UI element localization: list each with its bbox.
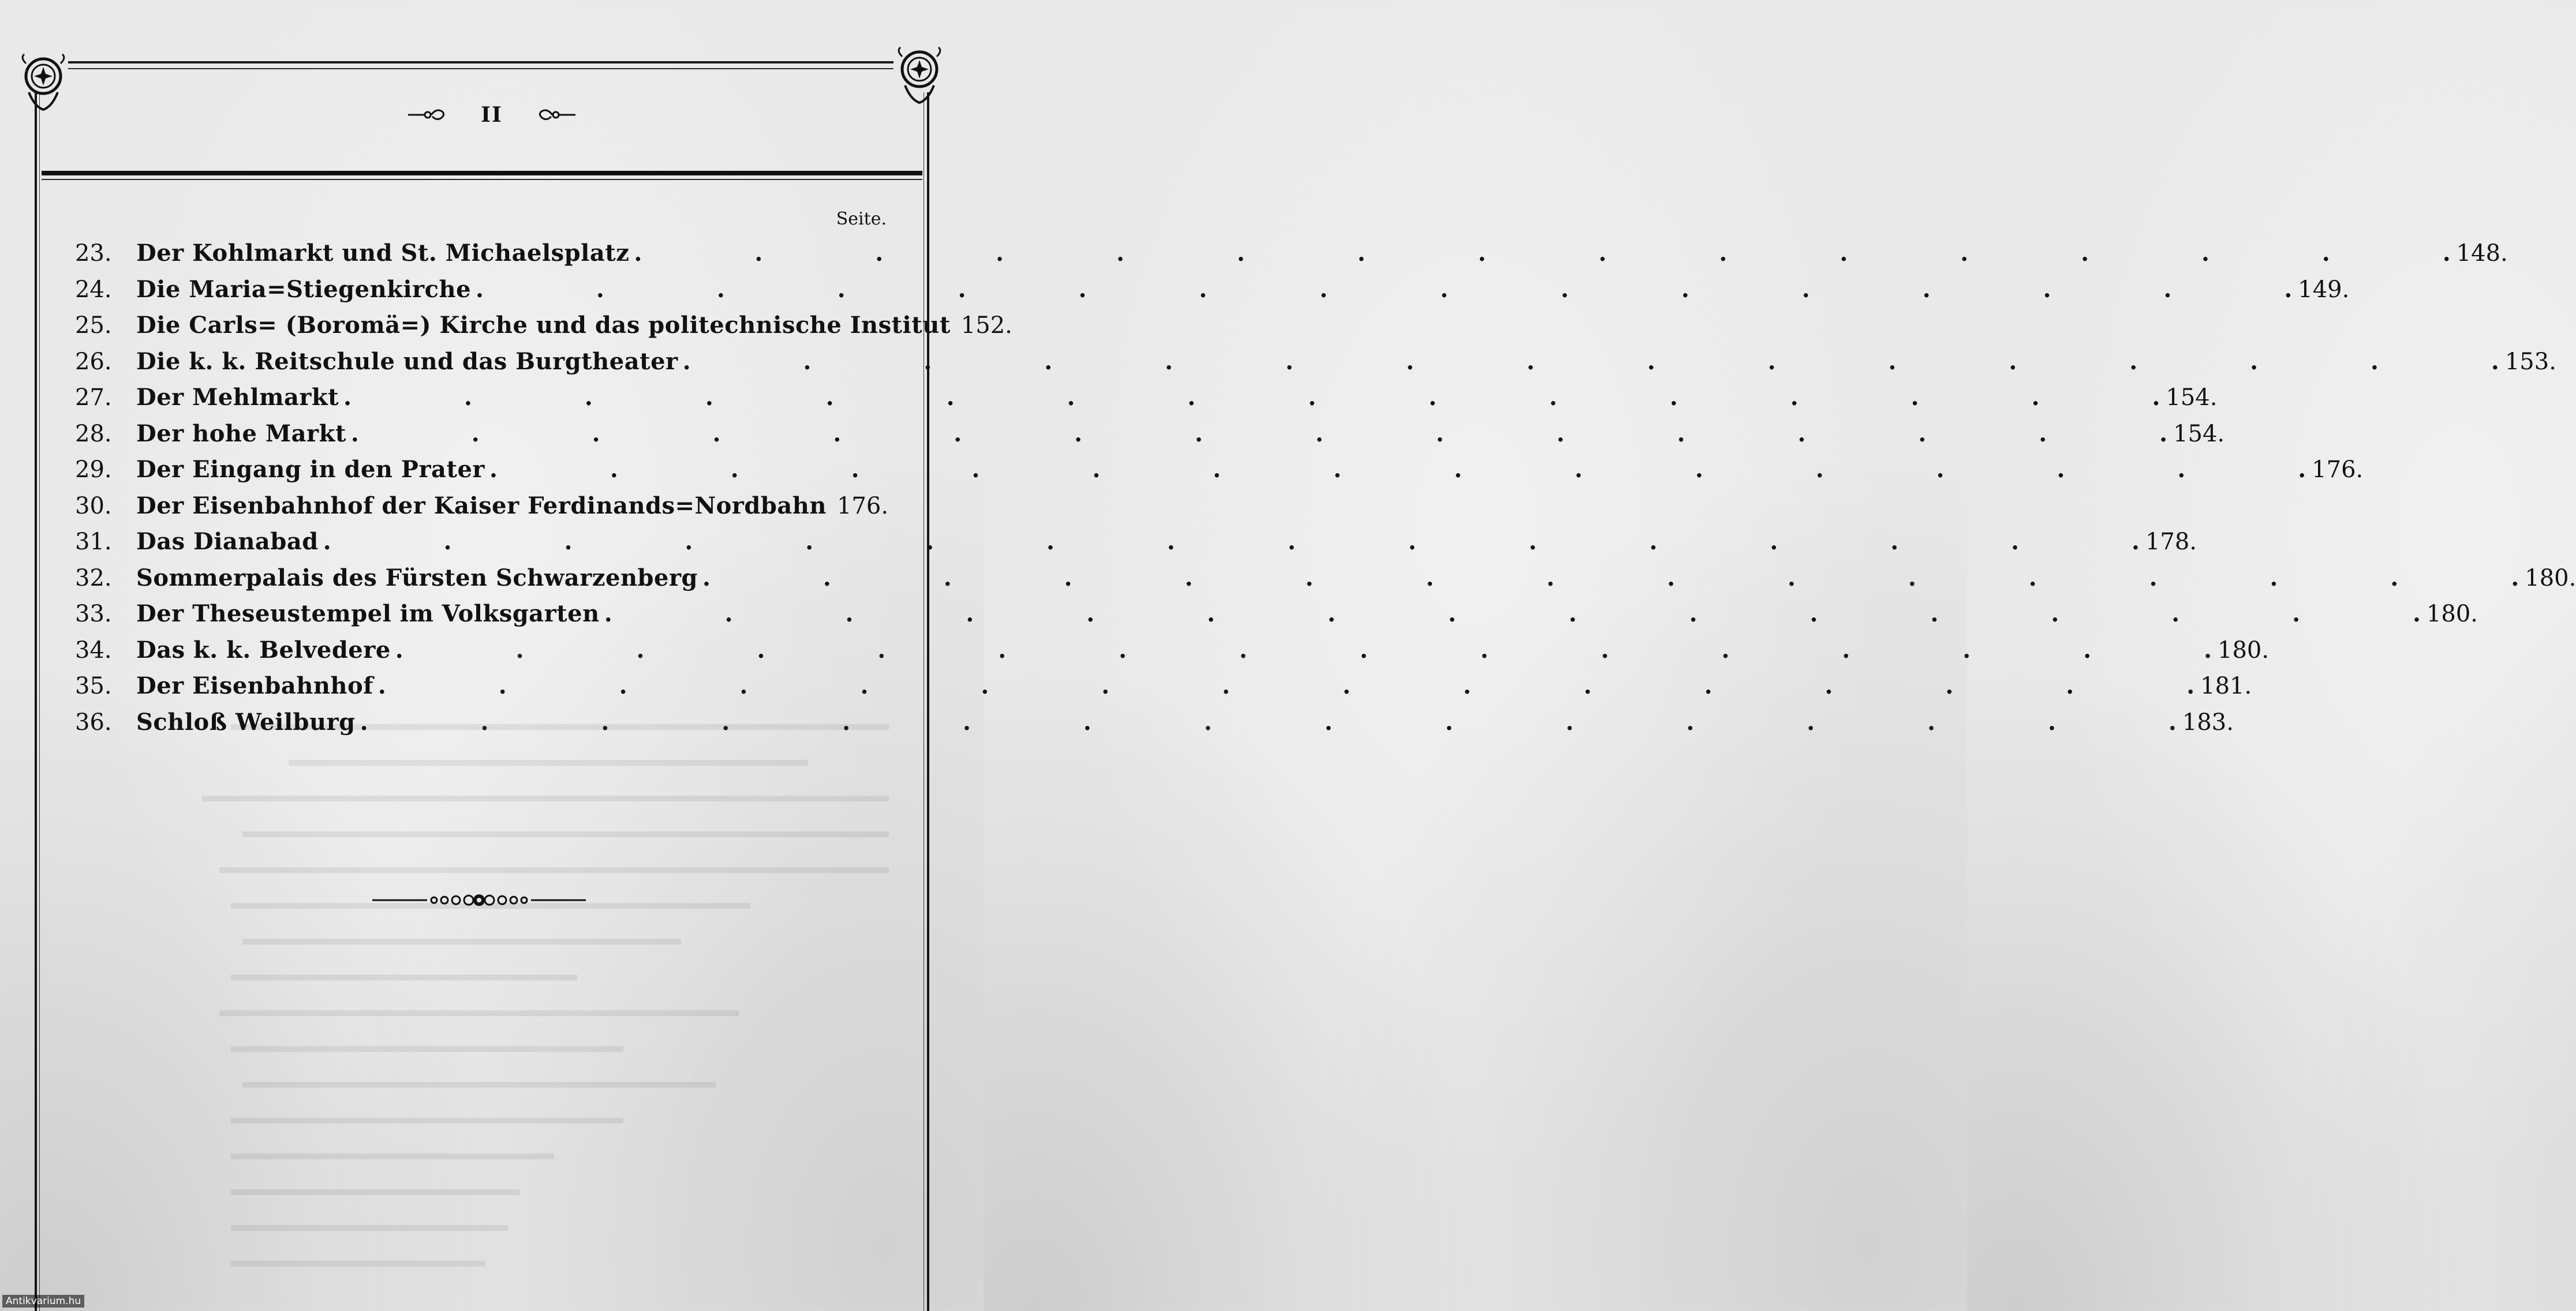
entry-page: 180. — [2218, 636, 2270, 664]
entry-page: 178. — [2145, 529, 2197, 555]
entry-page: 181. — [2200, 673, 2252, 699]
page-number: II — [481, 103, 503, 127]
dot-leader — [378, 668, 2194, 704]
end-ornament-icon — [369, 889, 589, 912]
entry-page: 176. — [2312, 456, 2364, 483]
toc-entry — [75, 272, 2350, 308]
frame-top-rule-thin — [68, 68, 893, 69]
entry-number: 26. — [75, 348, 112, 375]
entry-page: 176. — [837, 492, 889, 519]
entry-title: Der Theseustempel im Volksgarten — [136, 600, 600, 627]
dot-leader — [683, 344, 2499, 380]
watermark: Antikvarium.hu — [2, 1295, 84, 1308]
entry-page: 154. — [2166, 384, 2218, 411]
entry-title: Der Eisenbahnhof der Kaiser Ferdinands=Nordbahn — [136, 492, 827, 519]
dot-leader — [343, 380, 2160, 415]
toc-entry — [75, 596, 2478, 632]
entry-number: 25. — [75, 312, 112, 339]
entry-number: 32. — [75, 564, 112, 591]
toc-entry — [75, 560, 2576, 597]
dot-leader — [604, 596, 2421, 632]
dot-leader — [323, 524, 2140, 560]
toc-entry — [75, 632, 2270, 669]
dot-leader — [489, 452, 2306, 488]
table-of-contents — [75, 235, 2576, 740]
entry-page: 180. — [2525, 564, 2576, 591]
toc-entry — [75, 488, 887, 525]
entry-title: Der Eingang in den Prater — [136, 456, 485, 483]
entry-page: 148. — [2456, 240, 2508, 267]
entry-title: Sommerpalais des Fürsten Schwarzenberg — [136, 564, 698, 591]
entry-number: 28. — [75, 420, 112, 447]
entry-page: 149. — [2298, 276, 2350, 303]
entry-number: 23. — [75, 240, 112, 267]
bleed-through-texture — [127, 710, 924, 1310]
toc-entry — [75, 705, 2234, 741]
entry-page: 152. — [960, 312, 1012, 339]
entry-number: 33. — [75, 601, 112, 627]
entry-number: 27. — [75, 384, 112, 411]
frame-left-rule — [35, 92, 37, 1311]
entry-title: Der Kohlmarkt und St. Michaelsplatz — [136, 239, 630, 267]
dot-leader — [351, 416, 2167, 452]
entry-title: Der Eisenbahnhof — [136, 672, 373, 699]
page-column-header: Seite. — [836, 209, 887, 229]
entry-title: Die Carls= (Boromä=) Kirche und das politechnische Institut — [136, 312, 951, 339]
entry-number: 34. — [75, 636, 112, 664]
entry-title: Die Maria=Stiegenkirche — [136, 275, 472, 303]
page-header — [0, 101, 984, 127]
toc-entry — [75, 416, 2225, 452]
entry-number: 31. — [75, 529, 112, 555]
dot-leader — [476, 272, 2292, 308]
toc-entry — [75, 452, 2364, 488]
entry-title: Das Dianabad — [136, 528, 319, 555]
flourish-left-icon — [407, 106, 448, 123]
entry-title: Die k. k. Reitschule und das Burgtheater — [136, 347, 678, 375]
rosette-ornament-icon — [893, 45, 945, 108]
header-rule-thin — [42, 179, 922, 180]
entry-title: Der hohe Markt — [136, 419, 346, 447]
entry-page: 183. — [2182, 709, 2234, 736]
header-rule — [42, 171, 922, 175]
entry-number: 30. — [75, 492, 112, 519]
dot-leader — [360, 705, 2177, 740]
dot-leader — [634, 235, 2450, 271]
entry-page: 180. — [2426, 601, 2478, 627]
entry-number: 35. — [75, 673, 112, 699]
toc-entry — [75, 668, 2252, 705]
toc-entry — [75, 524, 2197, 560]
toc-entry — [75, 308, 1012, 344]
toc-entry — [75, 380, 2218, 416]
toc-entry — [75, 235, 2508, 272]
entry-number: 29. — [75, 456, 112, 483]
entry-page: 153. — [2504, 348, 2556, 375]
dot-leader — [395, 632, 2212, 668]
dot-leader — [702, 560, 2519, 596]
frame-top-rule — [68, 61, 893, 63]
entry-page: 154. — [2173, 420, 2225, 447]
flourish-right-icon — [535, 106, 577, 123]
entry-title: Der Mehlmarkt — [136, 384, 339, 411]
frame-left-rule-thin — [39, 92, 40, 1311]
entry-title: Das k. k. Belvedere — [136, 636, 391, 664]
entry-title: Schloß Weilburg — [136, 708, 356, 736]
entry-number: 24. — [75, 276, 112, 303]
entry-number: 36. — [75, 709, 112, 736]
toc-entry — [75, 344, 2556, 380]
